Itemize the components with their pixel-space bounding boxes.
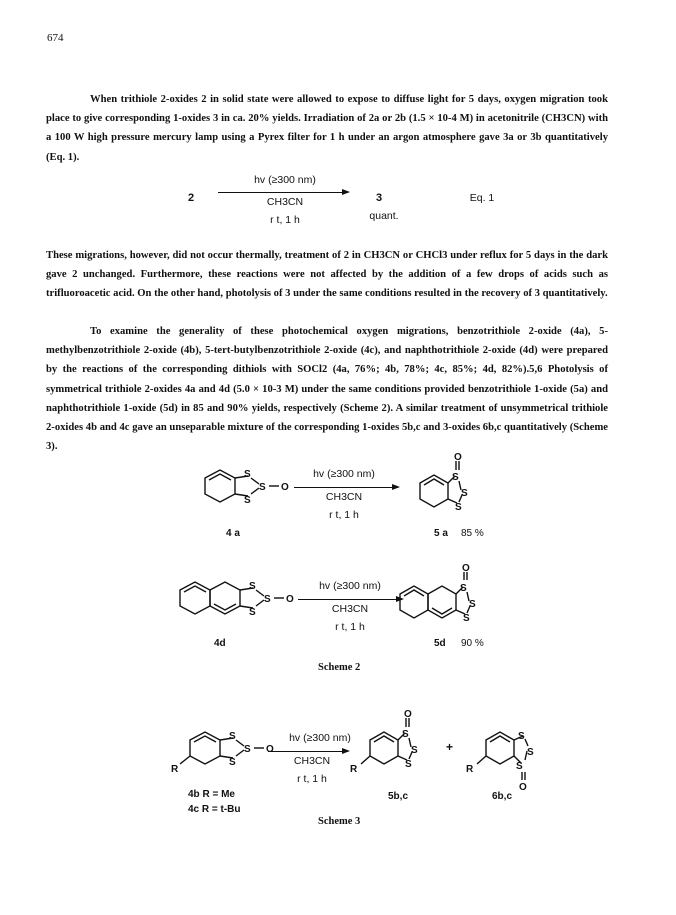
substituent-r-4bc: R xyxy=(171,764,179,775)
atom-s-4d-1: S xyxy=(249,581,256,592)
structure-5a xyxy=(420,461,462,507)
scheme2-r1-time: r t, 1 h xyxy=(329,509,359,521)
atom-s-4d-3: S xyxy=(249,607,256,618)
label-5bc: 5b,c xyxy=(388,791,409,802)
scheme2-r2-solvent: CH3CN xyxy=(331,603,369,615)
atom-s-4d-2: S xyxy=(264,594,271,605)
scheme2-r2-time: r t, 1 h xyxy=(335,621,365,633)
scheme2-r2-conditions: hv (≥300 nm) xyxy=(319,580,381,592)
eq1-yield: quant. xyxy=(369,210,399,222)
eq1-conditions: hv (≥300 nm) xyxy=(254,174,316,186)
atom-o-4bc: O xyxy=(266,744,274,755)
atom-s-5a-1: S xyxy=(452,472,459,483)
scheme3-conditions: hv (≥300 nm) xyxy=(289,732,351,744)
structure-4a xyxy=(205,470,279,502)
label-4a: 4 a xyxy=(226,528,240,539)
atom-s-6bc-3: S xyxy=(516,761,523,772)
label-5d: 5d xyxy=(434,638,446,649)
atom-o-5d: O xyxy=(462,563,470,574)
label-6bc: 6b,c xyxy=(492,791,513,802)
label-4d: 4d xyxy=(214,638,226,649)
page-number: 674 xyxy=(47,32,64,44)
scheme3-arrow xyxy=(268,751,348,752)
eq1-product: 3 xyxy=(376,192,383,204)
scheme2-r2-arrow xyxy=(298,599,402,600)
scheme2-r1-solvent: CH3CN xyxy=(325,491,363,503)
eq1-time: r t, 1 h xyxy=(270,214,300,226)
atom-s-5d-1: S xyxy=(460,583,467,594)
scheme3-solvent: CH3CN xyxy=(293,755,331,767)
structure-4bc xyxy=(180,732,264,764)
yield-5a: 85 % xyxy=(461,528,484,539)
scheme2-caption: Scheme 2 xyxy=(318,662,361,673)
substituent-r-6bc: R xyxy=(466,764,474,775)
atom-s-5d-2: S xyxy=(469,599,476,610)
paragraph-3: To examine the generality of these photochemical oxygen migrations, benzotrithiole 2-oxide (4a), 5-methylbenzotrithiole 2-oxide (4b), 5-tert-butylbenzotrithiole 2-oxide (4c), and naphthotrithiole 2-oxide (4d) were prepared by the reactions of the corresponding dithiols with SOCl2 (4a, 76%; 4b, 78%; 4c, 85%; 4d, 82%).5,6 Photolysis of symmetrical trithiole 2-oxides 4a and 4d (5.0 × 10-3 M) under the same conditions provided benzotrithiole 1-oxide (5a) and naphthotrithiole 1-oxide (5d) in 85 and 90% yields, respectively (Scheme 2). A similar treatment of unsymmetrical trithiole 2-oxides 4b and 4c gave an unseparable mixture of the corresponding 1-oxides 5b,c and 3-oxides 6b,c quantitatively (Scheme 3). xyxy=(46,326,608,453)
eq1-reactant: 2 xyxy=(188,192,195,204)
atom-o-4d: O xyxy=(286,594,294,605)
yield-5d: 90 % xyxy=(461,638,484,649)
label-5a: 5 a xyxy=(434,528,448,539)
scheme2-r1-arrow xyxy=(294,487,398,488)
atom-s-4bc-3: S xyxy=(229,757,236,768)
atom-s-5bc-3: S xyxy=(405,759,412,770)
atom-o-5bc: O xyxy=(404,709,412,720)
atom-s-4a-1: S xyxy=(244,469,251,480)
atom-s-5bc-2: S xyxy=(411,745,418,756)
atom-s-5d-3: S xyxy=(463,613,470,624)
atom-s-5bc-1: S xyxy=(402,729,409,740)
atom-s-6bc-1: S xyxy=(518,731,525,742)
atom-o-5a: O xyxy=(454,452,462,463)
scheme3-caption: Scheme 3 xyxy=(318,816,361,827)
paragraph-1: When trithiole 2-oxides 2 in solid state were allowed to expose to diffuse light for 5 days, oxygen migration took place to give corresponding 1-oxides 3 in ca. 20% yields. Irradiation of 2a or 2b (1.5 × 10-4 M) in acetonitrile (CH3CN) with a 100 W high pressure mercury lamp using a Pyrex filter for 1 h under an argon atmosphere gave 3a or 3b quantitatively (Eq. 1). xyxy=(46,94,608,163)
atom-s-4a-2: S xyxy=(259,482,266,493)
eq1-solvent: CH3CN xyxy=(266,196,304,208)
atom-s-4a-3: S xyxy=(244,495,251,506)
atom-s-6bc-2: S xyxy=(527,747,534,758)
atom-s-4bc-2: S xyxy=(244,744,251,755)
scheme3-time: r t, 1 h xyxy=(297,773,327,785)
atom-s-5a-2: S xyxy=(461,488,468,499)
paragraph-2: These migrations, however, did not occur thermally, treatment of 2 in CH3CN or CHCl3 under reflux for 5 days in the dark gave 2 unchanged. Furthermore, these reactions were not affected by the addition of a few drops of acids such as trifluoroacetic acid. On the other hand, photolysis of 3 under the same conditions resulted in the recovery of 3 quantitatively. xyxy=(46,250,608,300)
label-4c: 4c R = t-Bu xyxy=(188,804,241,815)
atom-s-5a-3: S xyxy=(455,502,462,513)
eq1-label: Eq. 1 xyxy=(469,192,495,204)
atom-s-4bc-1: S xyxy=(229,731,236,742)
structure-5d xyxy=(400,572,470,618)
scheme3-plus: + xyxy=(446,740,454,754)
label-4b: 4b R = Me xyxy=(188,789,235,800)
scheme2-r1-conditions: hv (≥300 nm) xyxy=(313,468,375,480)
substituent-r-5bc: R xyxy=(350,764,358,775)
atom-o-4a: O xyxy=(281,482,289,493)
atom-o-6bc: O xyxy=(519,782,527,793)
